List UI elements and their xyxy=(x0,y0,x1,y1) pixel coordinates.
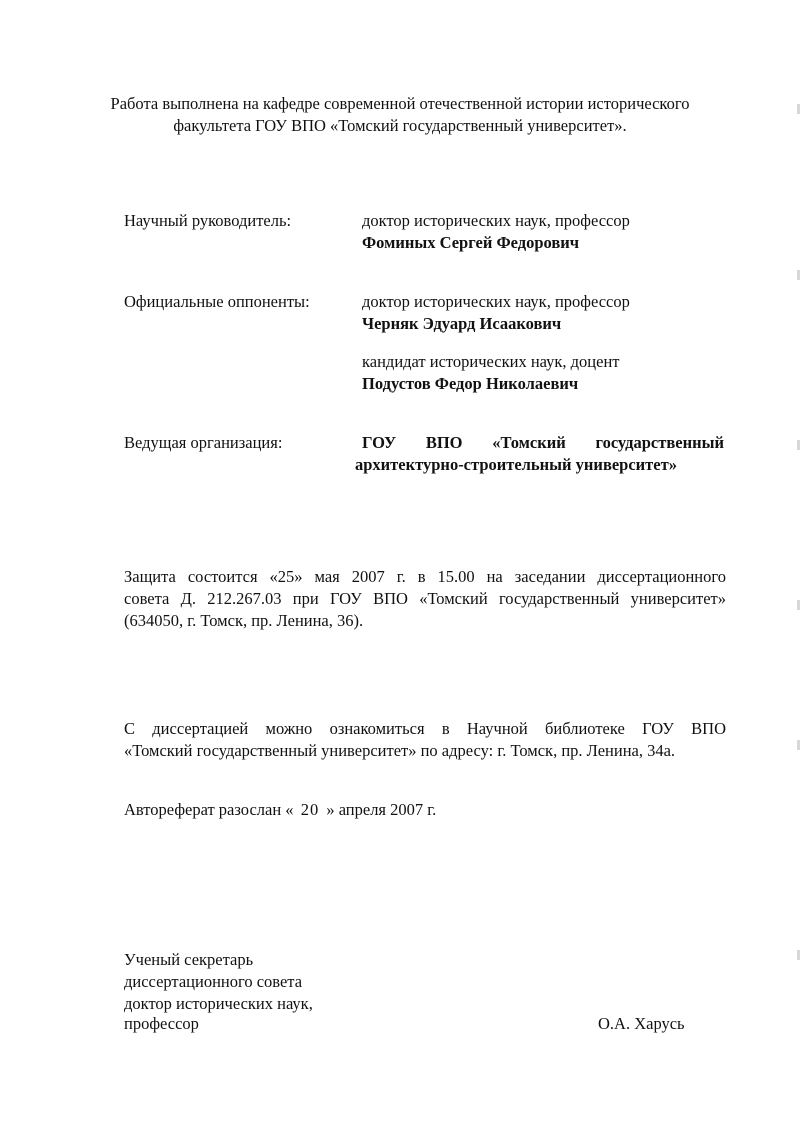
opponent-1-degree: доктор исторических наук, профессор xyxy=(362,292,630,311)
mailing-day: 20 xyxy=(300,800,320,819)
supervisor-name: Фоминых Сергей Федорович xyxy=(362,233,580,252)
opponent-2-degree: кандидат исторических наук, доцент xyxy=(362,352,620,371)
mailing-line xyxy=(124,800,436,820)
header-line-1: Работа выполнена на кафедре современной отечественной истории исторического xyxy=(110,94,690,113)
lead-org-line-1: ГОУ ВПО «Томский государственный xyxy=(362,433,724,452)
supervisor-degree: доктор исторических наук, профессор xyxy=(362,211,630,230)
secretary-line-3: доктор исторических наук, xyxy=(124,994,313,1013)
defense-line-3: (634050, г. Томск, пр. Ленина, 36). xyxy=(124,611,364,630)
mailing-prefix: Автореферат разослан « xyxy=(124,800,294,819)
lead-org-line-2: архитектурно-строительный университет» xyxy=(355,455,677,474)
defense-line-2: совета Д. 212.267.03 при ГОУ ВПО «Томский государственный университет» xyxy=(124,589,726,608)
secretary-line-2: диссертационного совета xyxy=(124,972,303,991)
lead-org-label: Ведущая организация: xyxy=(124,433,283,452)
secretary-line-1: Ученый секретарь xyxy=(124,950,254,969)
opponent-2-name: Подустов Федор Николаевич xyxy=(362,374,579,393)
opponents-label: Официальные оппоненты: xyxy=(124,292,310,311)
defense-line-1: Защита состоится «25» мая 2007 г. в 15.00 на заседании диссертационного xyxy=(124,567,726,586)
secretary-name: О.А. Харусь xyxy=(598,1014,685,1033)
library-line-1: С диссертацией можно ознакомиться в Научной библиотеке ГОУ ВПО xyxy=(124,719,726,738)
supervisor-label: Научный руководитель: xyxy=(124,211,292,230)
library-line-2: «Томский государственный университет» по адресу: г. Томск, пр. Ленина, 34а. xyxy=(124,741,676,760)
opponent-1-name: Черняк Эдуард Исаакович xyxy=(362,314,562,333)
mailing-suffix: » апреля 2007 г. xyxy=(326,800,437,819)
header-line-2: факультета ГОУ ВПО «Томский государственный университет». xyxy=(173,116,627,135)
secretary-line-4: профессор xyxy=(124,1014,199,1033)
